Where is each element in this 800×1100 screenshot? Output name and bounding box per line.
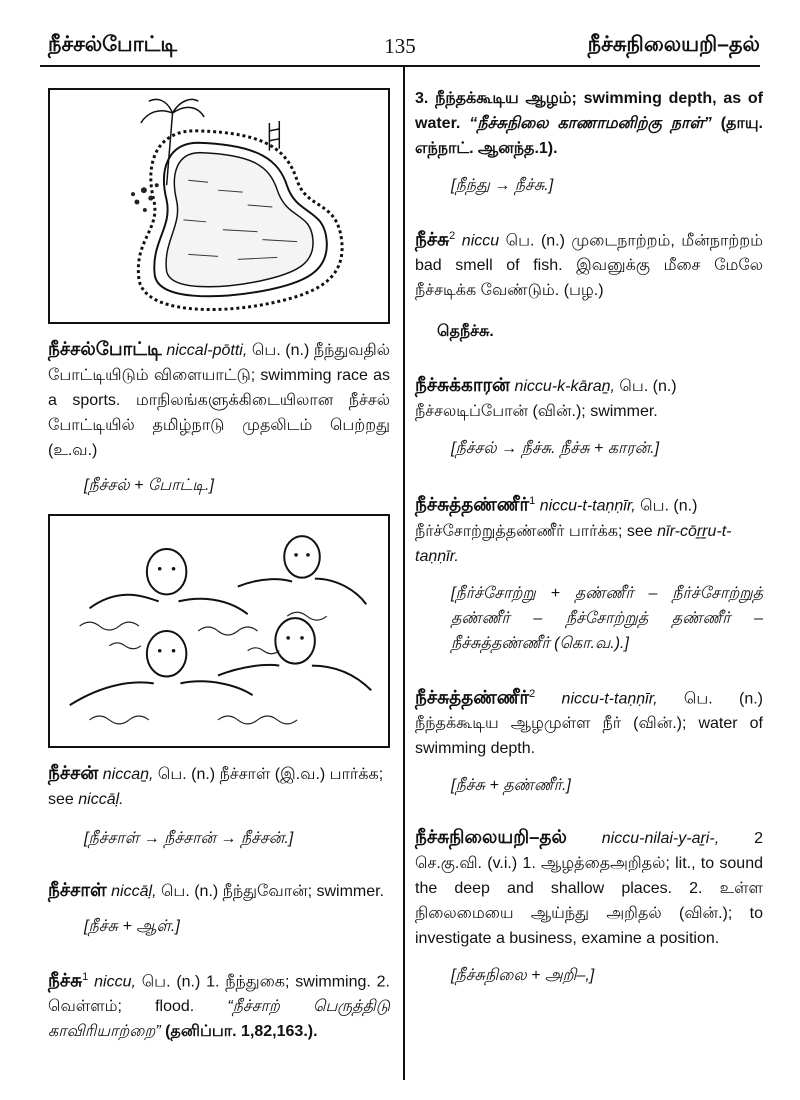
entry-niccal xyxy=(48,877,390,904)
header-rule xyxy=(40,65,760,67)
page-number: 135 xyxy=(384,34,416,58)
transliteration: niccu, xyxy=(94,973,136,991)
headword: நீச்சுத்தண்ணீர் xyxy=(415,493,530,515)
citation-source: (தனிப்பா. 1,82,163.). xyxy=(160,1023,318,1041)
headword: நீச்சல்போட்டி xyxy=(48,338,162,359)
transliteration: niccu-t-taṇṇīr, xyxy=(539,497,636,515)
headword: நீச்சு xyxy=(415,228,450,250)
entry-niccu-k-karan xyxy=(415,372,763,424)
right-column xyxy=(415,86,763,988)
homonym-number: 2 xyxy=(529,687,536,700)
definition: பெ. (n.) நீந்துவதில் போட்டியிடும் விளையாட்டு; swimming race as a sports. மாநிலங்களுக்கிடையிலான நீச்சல் போட்டியில் தமிழ்நாடு முதலிடம் பெற்றது (உ.வ.) xyxy=(48,342,391,459)
etymology: [நீச்சு + தண்ணீர்.] xyxy=(451,776,571,794)
definition: 3. நீந்தக்கூடிய ஆழம்; swimming depth, as of water. xyxy=(415,90,763,132)
headword: நீச்சு xyxy=(48,969,83,991)
citation-quote: “நீச்சுநிலை காணாமனிற்கு நாள்” xyxy=(469,115,712,132)
transliteration: niccu-t-taṇṇīr, xyxy=(561,689,658,707)
entry-niccal-potti xyxy=(48,336,390,463)
definition: பெ. (n.) நீச்சலடிப்போன் (வின்.); swimmer. xyxy=(415,378,677,421)
homonym-number: 1 xyxy=(82,971,89,983)
definition: பெ. (n.) நீச்சாள் (இ.வ.) பார்க்க; see xyxy=(48,766,384,808)
citation-source: (தாயு. எந்நாட். ஆனந்த.1). xyxy=(415,115,764,157)
homonym-number: 2 xyxy=(449,230,456,242)
etymology: [நீந்து → நீச்சு.] xyxy=(451,177,554,194)
entry-niccu-2 xyxy=(415,224,763,303)
definition: பெ. (n.) முடைநாற்றம், மீன்நாற்றம் bad smell of fish. இவனுக்கு மீசை மேலே நீச்சடிக்க வேண்டும். (பழ.) xyxy=(415,232,764,300)
swimmers-illustration xyxy=(48,514,390,748)
homonym-number: 1 xyxy=(529,495,536,508)
etymology: [நீச்சாள் → நீச்சான் → நீச்சன்.] xyxy=(84,830,294,847)
definition: 2 செ.கு.வி. (v.i.) 1. ஆழத்தைஅறிதல்; lit., to sound the deep and shallow places. 2. உள்ள நிலைமையை ஆய்ந்து அறிதல் (வின்.); to investigate a business, examine a position. xyxy=(415,829,763,947)
etymology: [நீர்ச்சோற்று + தண்ணீர் – நீர்ச்சோற்றுத் தண்ணீர் – நீச்சோற்றுத் தண்ணீர் – நீச்சுத்தண்ணீர் (கொ.வ.).] xyxy=(451,584,763,652)
definition: பெ. (n.) 1. நீந்துகை; swimming. 2. வெள்ளம்; flood. xyxy=(48,973,390,1016)
etymology: [நீச்சல் + போட்டி.] xyxy=(84,477,214,494)
transliteration: niccu xyxy=(461,232,500,250)
see-reference: nīr-cōṟṟu-t-taṇṇīr. xyxy=(415,522,732,565)
etymology: [நீச்சல் → நீச்சு. நீச்சு + காரன்.] xyxy=(451,440,660,458)
left-column xyxy=(48,82,390,1044)
definition: பெ. (n.) நீர்ச்சோற்றுத்தண்ணீர் பார்க்க; see xyxy=(415,497,698,540)
transliteration: niccu-nilai-y-aṟi-, xyxy=(601,829,720,847)
entry-niccu-1 xyxy=(48,965,390,1044)
headword: நீச்சன் xyxy=(48,762,99,783)
headword: நீச்சாள் xyxy=(48,879,107,900)
example: தெநீச்சு. xyxy=(437,323,494,341)
swimmers-drawing xyxy=(50,516,388,746)
headword: நீச்சுநிலையறி–தல் xyxy=(415,825,567,847)
entry-niccu-t-tannir-2 xyxy=(415,682,763,761)
entry-niccu-t-tannir-1 xyxy=(415,489,763,568)
citation-quote: “நீச்சாற் பெருத்திடு காவிரியாற்றை” xyxy=(48,998,390,1041)
running-head-right: நீச்சுநிலையறி–தல் xyxy=(587,33,760,56)
transliteration: niccāḷ, xyxy=(111,883,157,900)
definition: பெ. (n.) நீந்தக்கூடிய ஆழமுள்ள நீர் (வின்.); water of swimming depth. xyxy=(415,689,763,757)
running-head-left: நீச்சல்போட்டி xyxy=(48,33,178,56)
transliteration: niccal-pōtti, xyxy=(166,342,248,359)
transliteration: niccaṉ, xyxy=(102,766,154,783)
headword: நீச்சுக்காரன் xyxy=(415,374,510,396)
etymology: [நீச்சு + ஆள்.] xyxy=(84,918,180,935)
headword: நீச்சுத்தண்ணீர் xyxy=(415,685,530,707)
entry-niccan xyxy=(48,760,390,812)
see-reference: niccāḷ. xyxy=(78,791,124,808)
etymology: [நீச்சுநிலை + அறி–,] xyxy=(451,966,595,984)
sense-3 xyxy=(415,86,763,161)
swimming-pool-drawing xyxy=(50,90,388,322)
entry-niccu-nilaiyari xyxy=(415,824,763,951)
swimming-pool-illustration xyxy=(48,88,390,324)
column-divider xyxy=(403,66,405,1080)
definition: பெ. (n.) நீந்துவோன்; swimmer. xyxy=(156,883,385,900)
transliteration: niccu-k-kāraṉ, xyxy=(514,378,615,396)
